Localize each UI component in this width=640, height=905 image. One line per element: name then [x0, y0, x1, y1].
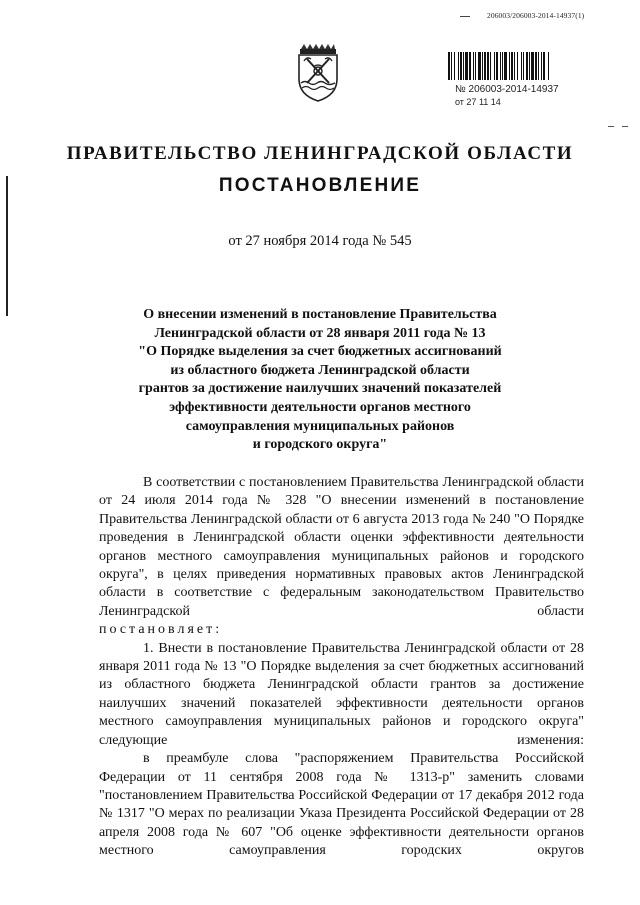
decree-title: ПОСТАНОВЛЕНИЕ [218, 175, 422, 196]
barcode-bar [465, 52, 468, 80]
resolution-word: постановляет: [99, 622, 223, 638]
barcode-bar [529, 52, 530, 80]
barcode-bar [523, 52, 524, 80]
heading-line: О внесении изменений в постановление Правительства [143, 307, 497, 322]
barcode-bar [548, 52, 549, 80]
barcode-bar [509, 52, 510, 80]
barcode-bar [458, 52, 459, 80]
coat-of-arms-icon [293, 43, 343, 103]
barcode-bar [538, 52, 539, 80]
barcode-bar [478, 52, 481, 80]
barcode-bar [526, 52, 528, 80]
scan-mark [622, 126, 628, 127]
barcode-bar [475, 52, 476, 80]
barcode-bar [496, 52, 498, 80]
barcode-number: № 206003-2014-14937 [455, 84, 559, 95]
heading-line: и городского округа" [252, 437, 388, 453]
body-paragraph: 1. Внести в постановление Правительства Ленинградской области от 28 января 2011 года № 13 "О Порядке выделения за счет бюджетных ассигнований из областного бюджета Ленинградской области грантов за достижение наилучших значений показателей эффективности деятельности органов местного самоуправления муниципальных районов и городского округа" следующие изменения: [99, 640, 584, 748]
barcode-bar [517, 52, 518, 80]
decree-heading [120, 306, 520, 455]
barcode-bar [482, 52, 483, 80]
barcode-bar [460, 52, 462, 80]
barcode-bar [502, 52, 503, 80]
barcode-bar [469, 52, 471, 80]
government-title: ПРАВИТЕЛЬСТВО ЛЕНИНГРАДСКОЙ ОБЛАСТИ [66, 143, 574, 164]
barcode-bar [504, 52, 507, 80]
document-id: 206003/206003-2014-14937(1) [487, 11, 585, 20]
barcode-bar [541, 52, 542, 80]
barcode-date: от 27 11 14 [455, 97, 501, 107]
barcode-bar [514, 52, 515, 80]
barcode-bar [543, 52, 545, 80]
barcode-bar [531, 52, 534, 80]
barcode-bar [454, 52, 455, 80]
body-resolution-word [99, 621, 584, 639]
barcode-bar [487, 52, 489, 80]
scan-mark [608, 126, 614, 127]
decree-date-line: от 27 ноября 2014 года № 545 [228, 233, 412, 249]
heading-line: "О Порядке выделения за счет бюджетных ассигнований [138, 344, 502, 360]
heading-line: Ленинградской области от 28 января 2011 года № 13 [154, 325, 486, 341]
barcode-bar [535, 52, 537, 80]
barcode-bar [448, 52, 450, 80]
barcode-bar [511, 52, 513, 80]
barcode-bar [494, 52, 495, 80]
barcode-bar [484, 52, 486, 80]
barcode-bar [521, 52, 522, 80]
body-paragraph: в преамбуле слова "распоряжением Правительства Российской Федерации от 11 сентября 2008 года № 1313-р" заменить словами "постановлением Правительства Российской Федерации от 17 декабря 2012 года № 1317 "О мерах по реализации Указа Президента Российской Федерации от 28 апреля 2008 года № 607 "Об оценке эффективности деятельности органов местного самоуправления городских округов [99, 751, 584, 859]
barcode-icon [448, 52, 584, 80]
document-body [99, 474, 584, 861]
barcode-bar [451, 52, 452, 80]
body-paragraph: В соответствии с постановлением Правительства Ленинградской области от 24 июля 2014 года № 328 "О внесении изменений в постановление Правительства Ленинградской области от 6 августа 2013 года № 240 "О Порядке проведения в Ленинградской области оценки эффективности деятельности органов местного самоуправления муниципальных районов и городского округа", в целях приведения нормативных правовых актов Ленинградской области в соответствие с федеральным законодательством Правительство Ленинградской области [99, 475, 584, 619]
heading-line: эффективности деятельности органов местного [169, 399, 471, 415]
heading-line: самоуправления муниципальных районов [185, 418, 455, 434]
heading-line: из областного бюджета Ленинградской области [170, 362, 470, 378]
heading-line: грантов за достижение наилучших значений показателей [138, 381, 502, 397]
barcode-bar [473, 52, 474, 80]
barcode-bar [490, 52, 491, 80]
scan-dash [460, 16, 470, 17]
barcode-bar [463, 52, 464, 80]
barcode-bar [500, 52, 501, 80]
